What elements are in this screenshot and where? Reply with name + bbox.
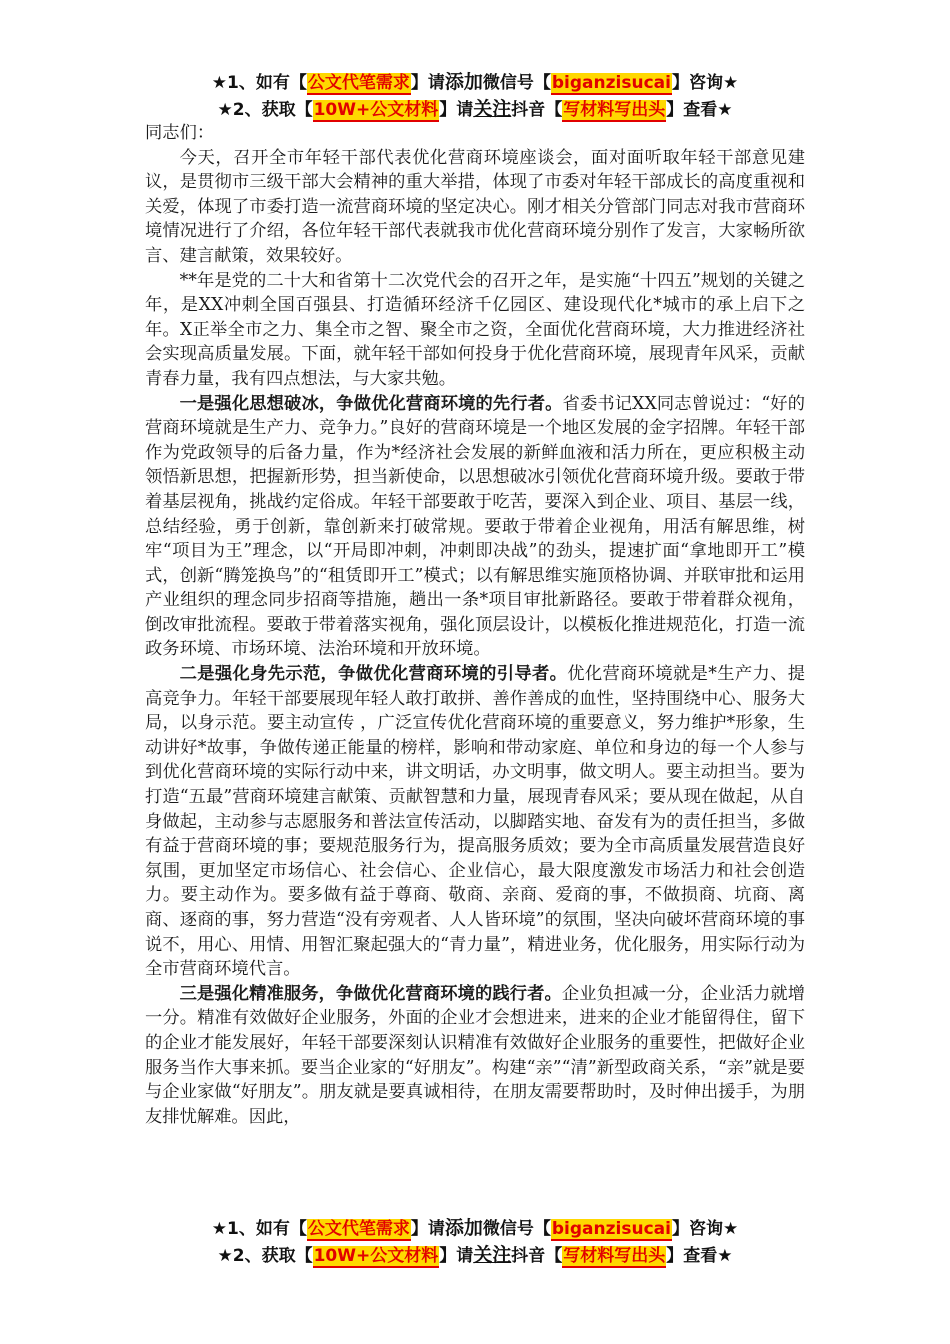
promo-suffix: 】查看★ <box>666 1246 733 1266</box>
highlight-service: 公文代笔需求 <box>307 1219 410 1239</box>
highlight-service: 公文代笔需求 <box>307 73 410 93</box>
promo-prefix: ★1、如有【 <box>211 73 307 93</box>
promo-banner-top <box>0 69 950 123</box>
promo-text: 抖音【 <box>511 1246 563 1266</box>
speech-body <box>145 121 805 1129</box>
highlight-douyin-account: 写材料写出头 <box>563 1246 666 1266</box>
point-2-heading: 二是强化身先示范，争做优化营商环境的引导者。 <box>179 664 568 685</box>
promo-prefix: ★1、如有【 <box>211 1219 307 1239</box>
promo-suffix: 】查看★ <box>666 100 733 120</box>
promo-emphasis: 添加 <box>444 1217 483 1239</box>
highlight-wechat-id: biganzisucai <box>551 73 671 93</box>
promo-line-1 <box>0 69 950 96</box>
paragraph-context: **年是党的二十大和省第十二次党代会的召开之年，是实施“十四五”规划的关键之年，是XX冲刺全国百强县、打造循环经济千亿园区、建设现代化*城市的承上启下之年。X正举全市之力、集全市之智、聚全市之资，全面优化营商环境，大力推进经济社会实现高质量发展。下面，就年轻干部如何投身于优化营商环境，展现青年风采，贡献青春力量，我有四点想法，与大家共勉。 <box>145 270 805 389</box>
promo-text: 】请 <box>410 73 445 93</box>
promo-suffix: 】咨询★ <box>671 1219 739 1239</box>
paragraph-intro: 今天，召开全市年轻干部代表优化营商环境座谈会，面对面听取年轻干部意见建议，是贯彻市三级干部大会精神的重大举措，体现了市委对年轻干部成长的高度重视和关爱，体现了市委打造一流营商环境的坚定决心。刚才相关分管部门同志对我市营商环境情况进行了介绍，各位年轻干部代表就我市优化营商环境分别作了发言，大家畅所欲言、建言献策，效果较好。 <box>145 147 805 266</box>
promo-prefix: ★2、获取【 <box>217 100 313 120</box>
point-1-heading: 一是强化思想破冰，争做优化营商环境的先行者。 <box>179 393 563 414</box>
point-3-text: 企业负担减一分，企业活力就增一分。精准有效做好企业服务，外面的企业才会想进来，进来的企业才能留得住，留下的企业才能发展好，年轻干部要深刻认识精准有效做好企业服务的重要性，把做好企业服务当作大事来抓。要当企业家的“好朋友”。构建“亲”“清”新型政商关系，“亲”就是要与企业家做“好朋友”。朋友就是要真诚相待，在朋友需要帮助时，及时伸出援手，为朋友排忧解难。因此， <box>145 983 805 1127</box>
highlight-douyin-account: 写材料写出头 <box>563 100 666 120</box>
paragraph-point-2 <box>145 662 805 982</box>
promo-line-1 <box>0 1215 950 1242</box>
paragraph-point-3 <box>145 982 805 1130</box>
promo-line-2 <box>0 1242 950 1269</box>
promo-text: 微信号【 <box>482 73 551 93</box>
promo-text: 微信号【 <box>482 1219 551 1239</box>
promo-text: 】请 <box>439 100 474 120</box>
highlight-materials: 10W+公文材料 <box>313 100 439 120</box>
paragraph-point-1 <box>145 392 805 663</box>
promo-suffix: 】咨询★ <box>671 73 739 93</box>
point-2-text: 优化营商环境就是*生产力、提高竞争力。年轻干部要展现年轻人敢打敢拼、善作善成的血性，坚持围绕中心、服务大局，以身示范。要主动宣传 ，广泛宣传优化营商环境的重要意义，努力维护*形象，生动讲好*故事，争做传递正能量的榜样，影响和带动家庭、单位和身边的每一个人参与到优化营商环境的实际行动中来，讲文明话，办文明事，做文明人。要主动担当。要为打造“五最”营商环境建言献策、贡献智慧和力量，展现青春风采；要从现在做起，从自身做起，主动参与志愿服务和普法宣传活动，以脚踏实地、奋发有为的责任担当，多做有益于营商环境的事；要规范服务行为，提高服务质效；要为全市高质量发展营造良好氛围，更加坚定市场信心、社会信心、企业信心，最大限度激发市场活力和社会创造力。要主动作为。要多做有益于尊商、敬商、亲商、爱商的事，不做损商、坑商、离商、逐商的事，努力营造“没有旁观者、人人皆环境”的氛围，坚决向破坏营商环境的事说不，用心、用情、用智汇聚起强大的“青力量”，精进业务，优化服务，用实际行动为全市营商环境代言。 <box>145 664 805 980</box>
promo-emphasis: 关注 <box>473 1244 512 1266</box>
highlight-materials: 10W+公文材料 <box>313 1246 439 1266</box>
point-3-heading: 三是强化精准服务，争做优化营商环境的践行者。 <box>179 983 562 1004</box>
promo-emphasis: 关注 <box>473 98 512 120</box>
promo-prefix: ★2、获取【 <box>217 1246 313 1266</box>
promo-emphasis: 添加 <box>444 71 483 93</box>
promo-line-2 <box>0 96 950 123</box>
salutation: 同志们： <box>145 123 215 143</box>
point-1-text: 省委书记XX同志曾说过：“好的营商环境就是生产力、竞争力。”良好的营商环境是一个地区发展的金字招牌。年轻干部作为党政领导的后备力量，作为*经济社会发展的新鲜血液和活力所在，更应积极主动领悟新思想，把握新形势，担当新使命，以思想破冰引领优化营商环境升级。要敢于带着基层视角，挑战约定俗成。年轻干部要敢于吃苦，要深入到企业、项目、基层一线，总结经验，勇于创新，靠创新来打破常规。要敢于带着企业视角，用活有解思维，树牢“项目为王”理念，以“开局即冲刺，冲刺即决战”的劲头，提速扩面“拿地即开工”模式，创新“腾笼换鸟”的“租赁即开工”模式；以有解思维实施顶格协调、并联审批和运用产业组织的理念同步招商等措施，趟出一条*项目审批新路径。要敢于带着群众视角，倒改审批流程。要敢于带着落实视角，强化顶层设计，以模板化推进规范化，打造一流政务环境、市场环境、法治环境和开放环境。 <box>145 393 805 660</box>
highlight-wechat-id: biganzisucai <box>551 1219 671 1239</box>
promo-banner-bottom <box>0 1215 950 1269</box>
promo-text: 】请 <box>410 1219 445 1239</box>
promo-text: 抖音【 <box>511 100 563 120</box>
promo-text: 】请 <box>439 1246 474 1266</box>
